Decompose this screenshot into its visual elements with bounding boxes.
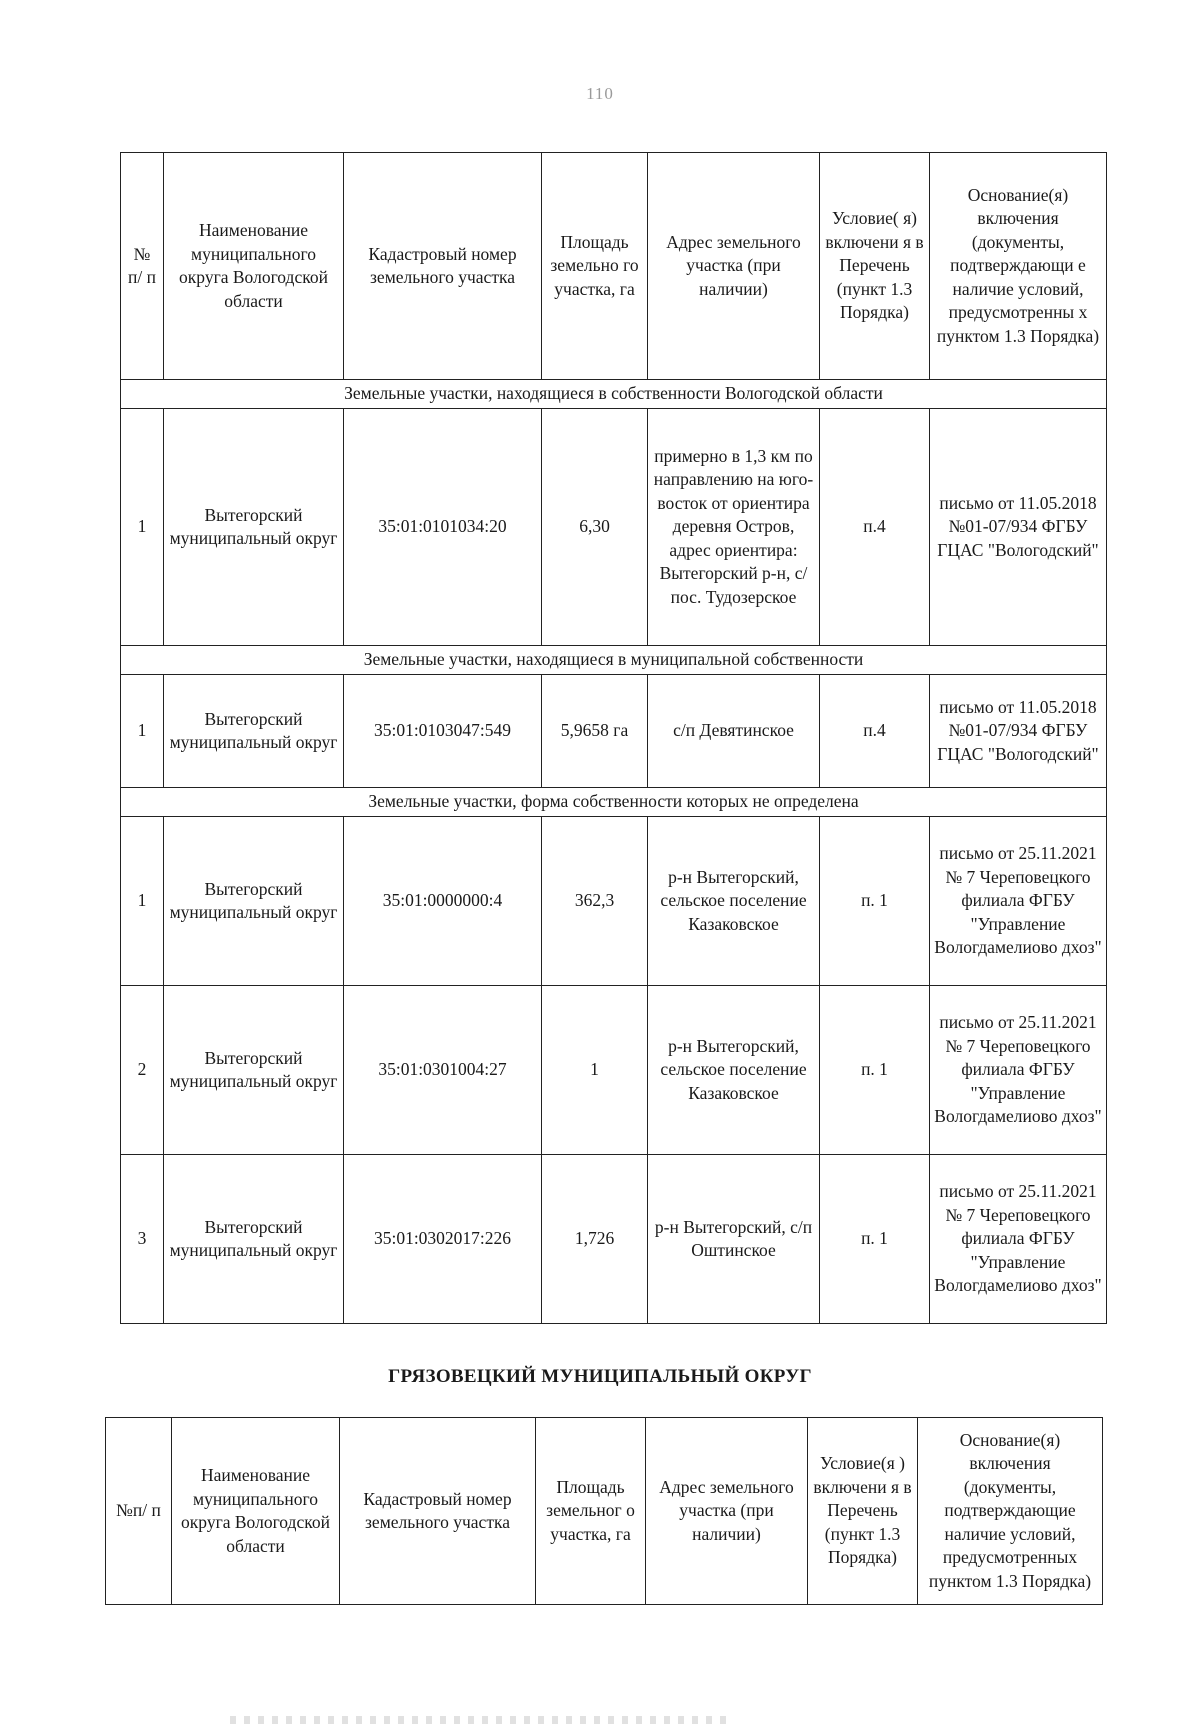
cell-address: р-н Вытегорский, сельское поселение Казаковское: [648, 817, 820, 986]
table-row: [121, 409, 1107, 646]
header-municipality: Наименование муниципального округа Вологодской области: [172, 1418, 340, 1605]
table-row: [121, 675, 1107, 788]
header-cadastral-number: Кадастровый номер земельного участка: [340, 1418, 536, 1605]
cell-number: 3: [121, 1155, 164, 1324]
cell-address: р-н Вытегорский, сельское поселение Казаковское: [648, 986, 820, 1155]
header-condition: Условие( я) включени я в Перечень (пункт 1.3 Порядка): [820, 153, 930, 380]
section-row: [121, 646, 1107, 675]
cell-condition: п.4: [820, 409, 930, 646]
cell-basis: письмо от 25.11.2021 № 7 Череповецкого филиала ФГБУ "Управление Вологдамелиово дхоз": [930, 1155, 1107, 1324]
cell-area: 1,726: [542, 1155, 648, 1324]
section-heading-gryazovetsky: ГРЯЗОВЕЦКИЙ МУНИЦИПАЛЬНЫЙ ОКРУГ: [388, 1366, 812, 1387]
page-number: 110: [586, 84, 614, 103]
cell-cadastral-number: 35:01:0103047:549: [344, 675, 542, 788]
scan-artifact: [230, 1716, 730, 1724]
header-area: Площадь земельно го участка, га: [542, 153, 648, 380]
cell-basis: письмо от 11.05.2018 №01-07/934 ФГБУ ГЦАС "Вологодский": [930, 409, 1107, 646]
cell-condition: п. 1: [820, 817, 930, 986]
header-municipality: Наименование муниципального округа Вологодской области: [164, 153, 344, 380]
cell-municipality: Вытегорский муниципальный округ: [164, 409, 344, 646]
cell-condition: п. 1: [820, 986, 930, 1155]
cell-cadastral-number: 35:01:0000000:4: [344, 817, 542, 986]
cell-number: 2: [121, 986, 164, 1155]
cell-municipality: Вытегорский муниципальный округ: [164, 1155, 344, 1324]
cell-area: 5,9658 га: [542, 675, 648, 788]
cell-number: 1: [121, 817, 164, 986]
cell-address: р-н Вытегорский, с/п Оштинское: [648, 1155, 820, 1324]
section-title: Земельные участки, находящиеся в собственности Вологодской области: [121, 380, 1107, 409]
cell-condition: п.4: [820, 675, 930, 788]
section-title: Земельные участки, находящиеся в муниципальной собственности: [121, 646, 1107, 675]
table-row: [121, 817, 1107, 986]
header-area: Площадь земельног о участка, га: [536, 1418, 646, 1605]
header-cadastral-number: Кадастровый номер земельного участка: [344, 153, 542, 380]
cell-area: 6,30: [542, 409, 648, 646]
header-number: № п/ п: [121, 153, 164, 380]
table-row: [121, 986, 1107, 1155]
table-row: [121, 1155, 1107, 1324]
header-basis: Основание(я) включения (документы, подтверждающи е наличие условий, предусмотренны х пунктом 1.3 Порядка): [930, 153, 1107, 380]
table-header-row: [121, 153, 1107, 380]
cell-number: 1: [121, 409, 164, 646]
cell-condition: п. 1: [820, 1155, 930, 1324]
cell-area: 1: [542, 986, 648, 1155]
cell-cadastral-number: 35:01:0101034:20: [344, 409, 542, 646]
cell-municipality: Вытегорский муниципальный округ: [164, 986, 344, 1155]
cell-area: 362,3: [542, 817, 648, 986]
header-address: Адрес земельного участка (при наличии): [648, 153, 820, 380]
header-number: №п/ п: [106, 1418, 172, 1605]
cell-basis: письмо от 25.11.2021 № 7 Череповецкого филиала ФГБУ "Управление Вологдамелиово дхоз": [930, 817, 1107, 986]
cell-basis: письмо от 25.11.2021 № 7 Череповецкого филиала ФГБУ "Управление Вологдамелиово дхоз": [930, 986, 1107, 1155]
cell-municipality: Вытегорский муниципальный округ: [164, 675, 344, 788]
cell-municipality: Вытегорский муниципальный округ: [164, 817, 344, 986]
cell-basis: письмо от 11.05.2018 №01-07/934 ФГБУ ГЦАС "Вологодский": [930, 675, 1107, 788]
cell-address: примерно в 1,3 км по направлению на юго-восток от ориентира деревня Остров, адрес ориентира: Вытегорский р-н, с/пос. Тудозерское: [648, 409, 820, 646]
section-row: [121, 788, 1107, 817]
cell-address: с/п Девятинское: [648, 675, 820, 788]
header-basis: Основание(я) включения (документы, подтверждающие наличие условий, предусмотренных пунктом 1.3 Порядка): [918, 1418, 1103, 1605]
section-title: Земельные участки, форма собственности которых не определена: [121, 788, 1107, 817]
table-header-row: [106, 1418, 1103, 1605]
section-row: [121, 380, 1107, 409]
header-address: Адрес земельного участка (при наличии): [646, 1418, 808, 1605]
land-plots-table-vytegorsky: [120, 152, 1107, 1324]
land-plots-table-gryazovetsky: [105, 1417, 1103, 1605]
cell-cadastral-number: 35:01:0302017:226: [344, 1155, 542, 1324]
cell-number: 1: [121, 675, 164, 788]
cell-cadastral-number: 35:01:0301004:27: [344, 986, 542, 1155]
header-condition: Условие(я ) включени я в Перечень (пункт 1.3 Порядка): [808, 1418, 918, 1605]
